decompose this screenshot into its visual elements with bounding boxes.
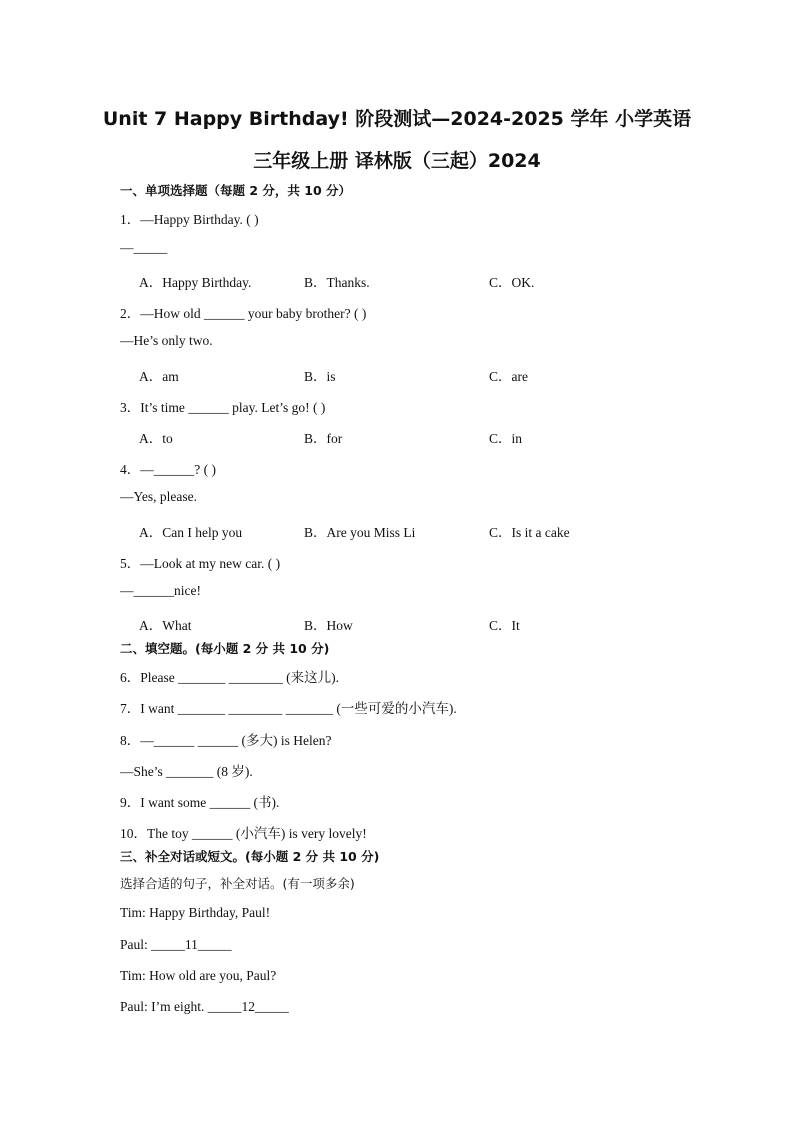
question-2-option-c: C．are [489,369,528,384]
dialogue-line-3: Tim: How old are you, Paul? [120,968,277,983]
question-2-follow: —He’s only two. [120,333,213,348]
question-2-stem: 2．—How old ______ your baby brother? ( ) [120,306,367,321]
fill-in-line-8: 8．—______ ______ (多大) is Helen? [120,733,332,748]
question-1-stem: 1．—Happy Birthday. ( ) [120,212,259,227]
question-1-option-b: B．Thanks. [304,275,370,290]
fill-in-line-9: 9．I want some ______ (书). [120,795,280,810]
question-5-option-c: C．It [489,618,520,633]
dialogue-line-1: Tim: Happy Birthday, Paul! [120,905,271,920]
question-3-option-c: C．in [489,431,523,446]
page-title-line-2: 三年级上册 译林版（三起）2024 [253,150,541,172]
fill-in-line-6: 6．Please _______ ________ (来这儿). [120,670,339,685]
section-1-heading: 一、单项选择题（每题 2 分，共 10 分） [120,183,352,198]
question-4-follow: —Yes, please. [120,489,197,504]
question-4-option-b: B．Are you Miss Li [304,525,416,540]
question-5-stem: 5．—Look at my new car. ( ) [120,556,281,571]
section-2-heading: 二、填空题。(每小题 2 分 共 10 分) [120,641,330,656]
question-4-option-a: A．Can I help you [139,525,243,540]
dialogue-line-2: Paul: _____11_____ [120,937,232,952]
question-4-option-c: C．Is it a cake [489,525,570,540]
page-title-line-1: Unit 7 Happy Birthday! 阶段测试—2024-2025 学年 小学英语 [102,108,692,130]
dialogue-line-4: Paul: I’m eight. _____12_____ [120,999,289,1014]
question-2-option-b: B．is [304,369,336,384]
fill-in-line-10: 10．The toy ______ (小汽车) is very lovely! [120,826,367,841]
question-1-follow: —_____ [120,240,168,255]
question-5-follow: —______nice! [120,583,201,598]
question-2-option-a: A．am [139,369,179,384]
question-5-option-a: A．What [139,618,192,633]
question-3-option-b: B．for [304,431,343,446]
question-1-option-a: A．Happy Birthday. [139,275,252,290]
question-3-stem: 3．It’s time ______ play. Let’s go! ( ) [120,400,326,415]
question-3-option-a: A．to [139,431,173,446]
section-3-heading: 三、补全对话或短文。(每小题 2 分 共 10 分) [120,849,380,864]
question-4-stem: 4．—______? ( ) [120,462,216,477]
fill-in-line-8-reply: —She’s _______ (8 岁). [120,764,253,779]
question-5-option-b: B．How [304,618,353,633]
question-1-option-c: C．OK. [489,275,535,290]
fill-in-line-7: 7．I want _______ ________ _______ (一些可爱的小汽车). [120,701,457,716]
section-3-instruction: 选择合适的句子，补全对话。(有一项多余) [120,876,355,891]
